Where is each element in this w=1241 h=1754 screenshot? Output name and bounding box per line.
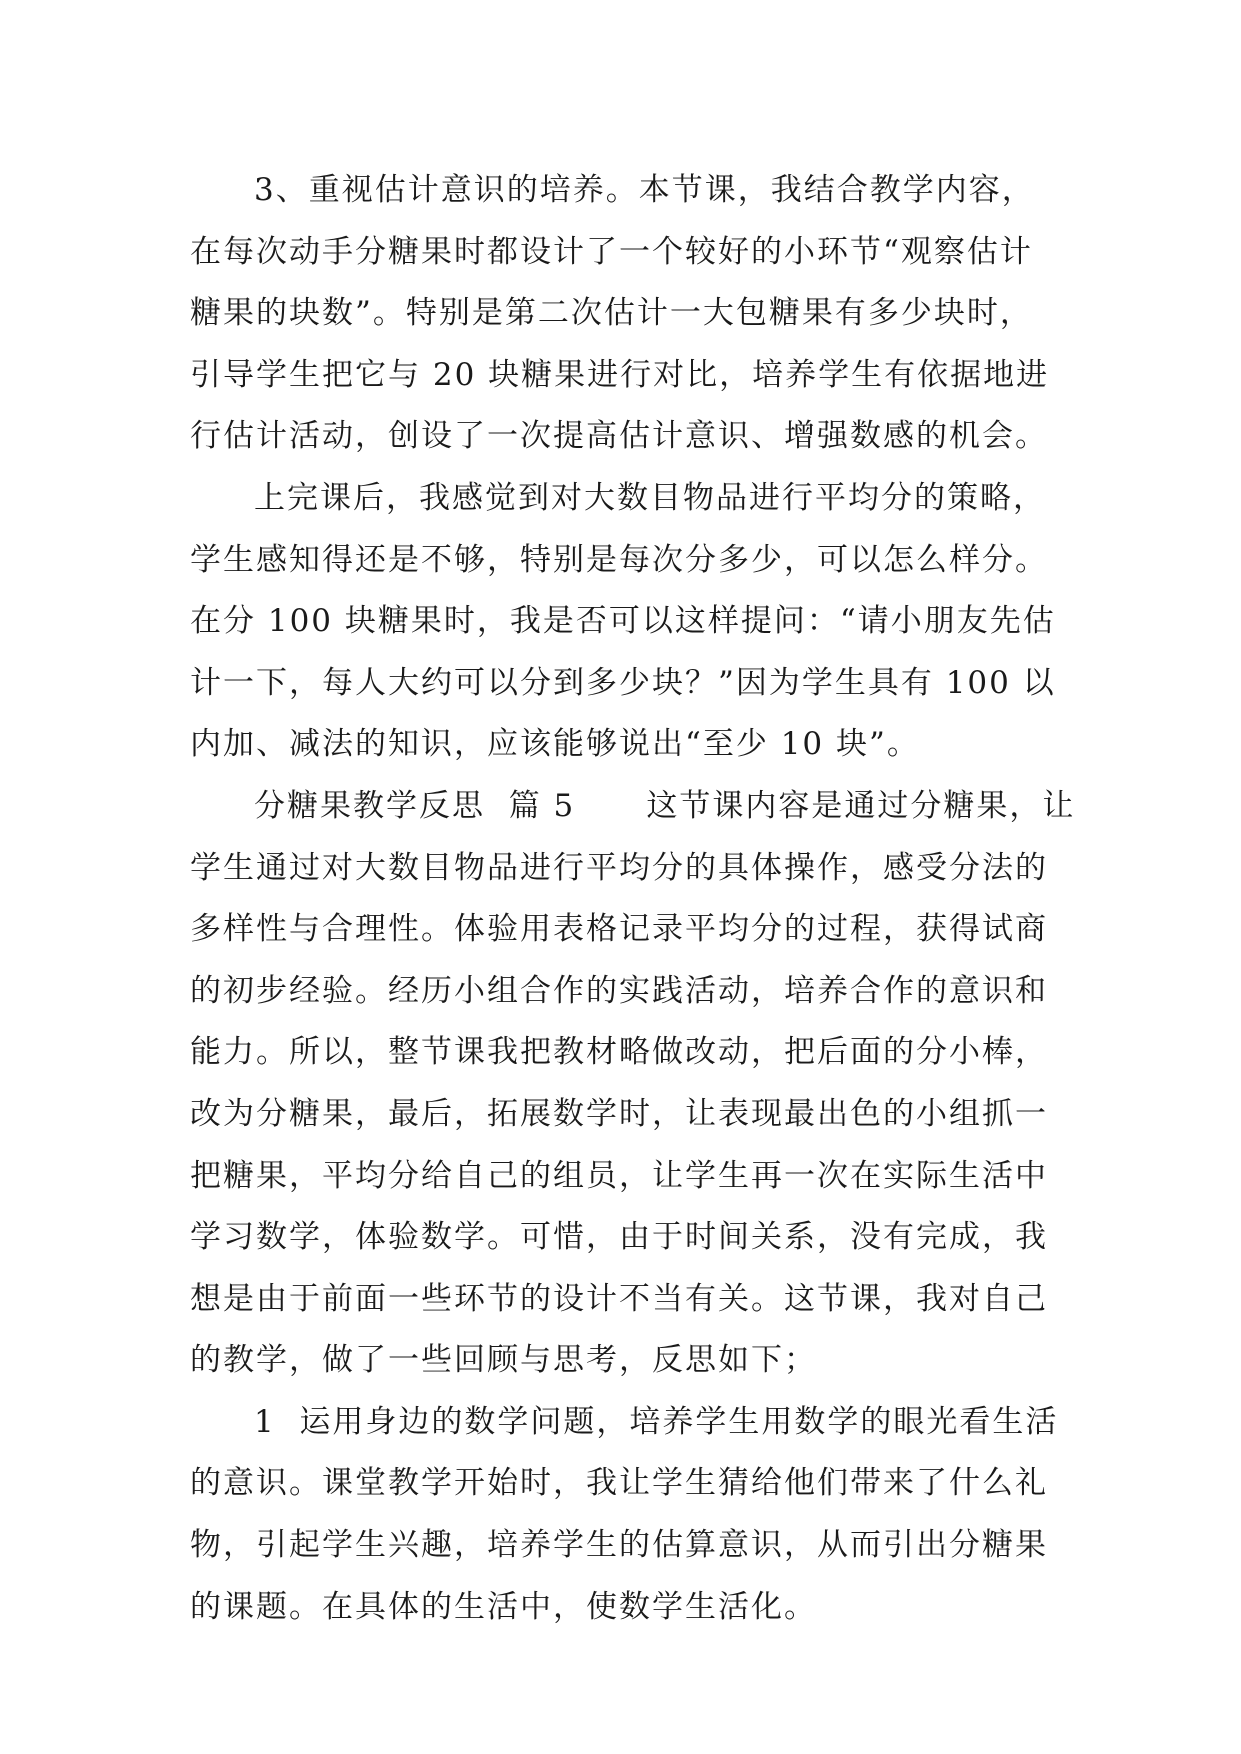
text-line: 学习数学，体验数学。可惜，由于时间关系，没有完成，我 [190,1219,1048,1256]
section-heading-line: 分糖果教学反思 篇 5 这节课内容是通过分糖果，让 [254,787,1076,824]
text-line: 的初步经验。经历小组合作的实践活动，培养合作的意识和 [190,972,1048,1009]
text-line: 的课题。在具体的生活中，使数学生活化。 [190,1588,817,1625]
text-line: 的意识。课堂教学开始时，我让学生猜给他们带来了什么礼 [190,1465,1048,1502]
text-line: 3、重视估计意识的培养。本节课，我结合教学内容， [254,172,1035,208]
text-line: 学生感知得还是不够，特别是每次分多少，可以怎么样分。 [190,541,1048,578]
document-body [190,160,1076,1638]
text-line: 引导学生把它与 20 块糖果进行对比，培养学生有依据地进 [190,356,1050,393]
text-line: 内加、减法的知识，应该能够说出“至少 10 块”。 [190,726,920,763]
text-line: 上完课后，我感觉到对大数目物品进行平均分的策略， [254,479,1046,516]
text-line: 行估计活动，创设了一次提高估计意识、增强数感的机会。 [190,418,1048,455]
text-line: 想是由于前面一些环节的设计不当有关。这节课，我对自己 [190,1280,1048,1317]
text-line: 在每次动手分糖果时都设计了一个较好的小环节“观察估计 [190,233,1033,270]
text-line: 改为分糖果，最后，拓展数学时，让表现最出色的小组抓一 [190,1095,1048,1132]
text-line: 的教学，做了一些回顾与思考，反思如下； [190,1342,817,1379]
text-line: 能力。所以，整节课我把教材略做改动，把后面的分小棒， [190,1034,1048,1071]
text-line: 在分 100 块糖果时，我是否可以这样提问：“请小朋友先估 [190,603,1056,640]
text-line: 多样性与合理性。体验用表格记录平均分的过程，获得试商 [190,911,1048,948]
text-line: 计一下，每人大约可以分到多少块？”因为学生具有 100 以 [190,664,1056,701]
text-line: 学生通过对大数目物品进行平均分的具体操作，感受分法的 [190,849,1048,886]
text-line: 1 运用身边的数学问题，培养学生用数学的眼光看生活 [254,1403,1059,1440]
text-line: 把糖果，平均分给自己的组员，让学生再一次在实际生活中 [190,1157,1048,1194]
text-line: 物，引起学生兴趣，培养学生的估算意识，从而引出分糖果 [190,1527,1048,1564]
text-line: 糖果的块数”。特别是第二次估计一大包糖果有多少块时， [190,295,1033,332]
